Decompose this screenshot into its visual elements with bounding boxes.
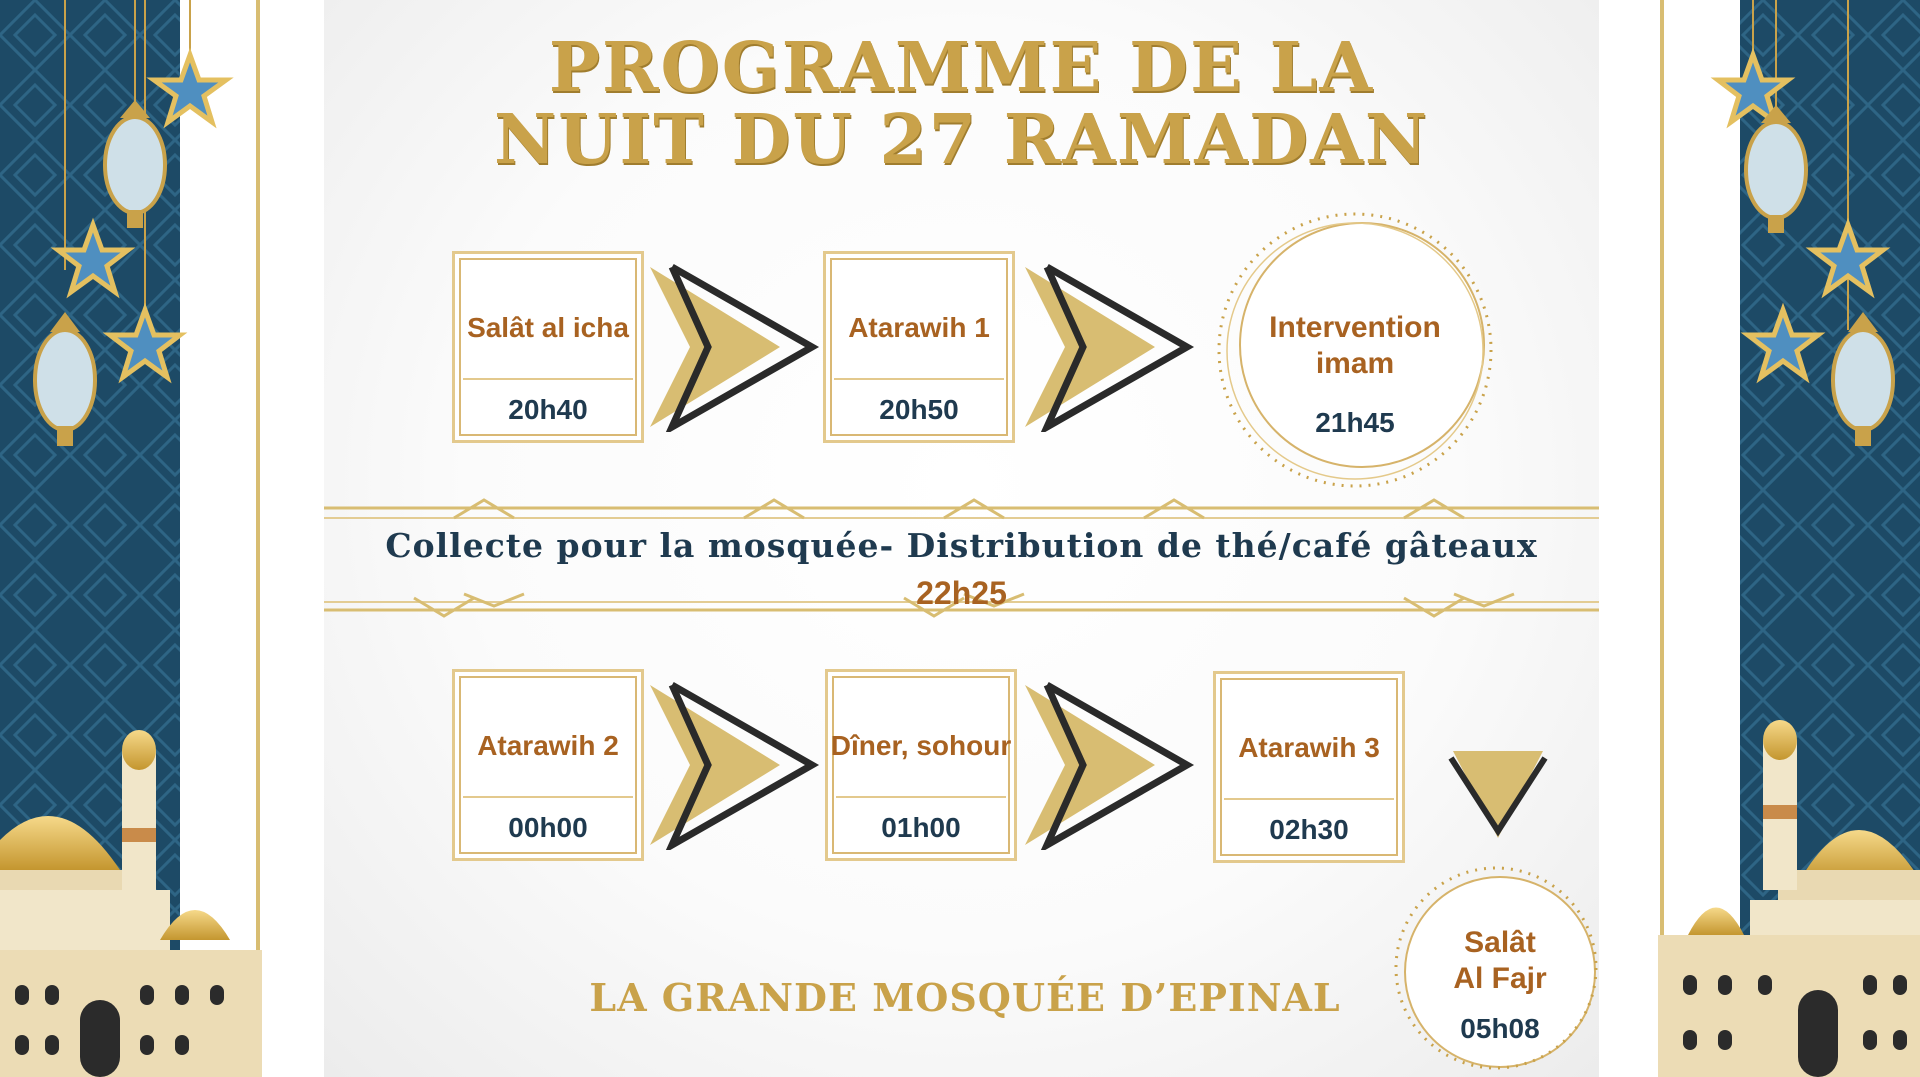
chevron-right-icon (1025, 680, 1195, 850)
left-decoration (0, 0, 262, 1077)
event-atarawih-3 (1213, 671, 1405, 863)
event-label: Salât al icha (467, 312, 629, 343)
event-label: Atarawih 2 (477, 730, 619, 761)
event-time: 20h50 (879, 394, 959, 425)
event-label-line1: Salât (1464, 926, 1536, 959)
event-time: 01h00 (881, 812, 961, 843)
event-label-line2: imam (1315, 347, 1395, 380)
event-time: 05h08 (1460, 1013, 1540, 1044)
chevron-right-icon (650, 262, 820, 432)
event-intervention-imam (1210, 205, 1500, 495)
event-divider (834, 378, 1004, 380)
event-time: 21h45 (1315, 407, 1395, 438)
event-label-line2: Al Fajr (1453, 962, 1547, 995)
event-label: Dîner, sohour (830, 730, 1012, 761)
event-salat-fajr (1390, 860, 1610, 1077)
event-label-line1: Intervention (1269, 311, 1441, 344)
chevron-right-icon (1025, 262, 1195, 432)
event-atarawih-1 (823, 251, 1015, 443)
chevron-down-icon (1448, 746, 1548, 846)
event-divider (463, 378, 633, 380)
collecte-time: 22h25 (916, 575, 1007, 611)
chevron-right-icon (650, 680, 820, 850)
event-time: 20h40 (508, 394, 588, 425)
event-time: 00h00 (508, 812, 588, 843)
event-label: Atarawih 1 (848, 312, 990, 343)
page-title-line1: PROGRAMME DE LA (548, 28, 1375, 108)
event-salat-icha (452, 251, 644, 443)
event-atarawih-2 (452, 669, 644, 861)
page-title-line2: NUIT DU 27 RAMADAN (494, 100, 1429, 180)
collecte-text: Collecte pour la mosquée- Distribution de thé/café gâteaux (385, 526, 1538, 565)
mosque-name: LA GRANDE MOSQUÉE D’EPINAL (589, 975, 1341, 1020)
right-decoration (1658, 0, 1920, 1077)
event-label: Atarawih 3 (1238, 732, 1380, 763)
event-divider (836, 796, 1006, 798)
event-time: 02h30 (1269, 814, 1349, 845)
event-divider (1224, 798, 1394, 800)
event-divider (463, 796, 633, 798)
event-diner-sohour (825, 669, 1017, 861)
